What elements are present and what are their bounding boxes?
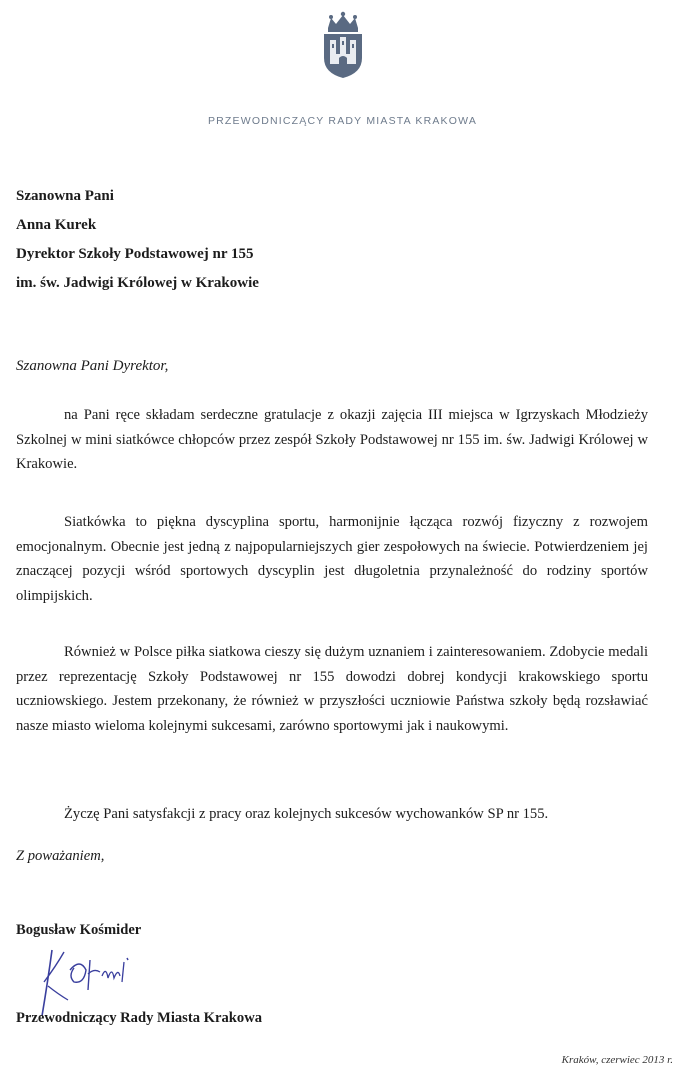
letterhead-organization: PRZEWODNICZĄCY RADY MIASTA KRAKOWA (207, 115, 478, 127)
handwritten-signature (34, 930, 154, 1020)
addressee-school: im. św. Jadwigi Królowej w Krakowie (16, 275, 259, 291)
letter-paragraph-4: Życzę Pani satysfakcji z pracy oraz kolejnych sukcesów wychowanków SP nr 155. (64, 806, 549, 822)
addressee-name: Anna Kurek (16, 217, 97, 233)
krakow-coat-of-arms-icon (318, 10, 368, 80)
addressee-block (16, 182, 259, 298)
letter-paragraph-3: Również w Polsce piłka siatkowa cieszy się dużym uznaniem i zainteresowaniem. Zdobycie medali przez reprezentację Szkoły Podstawowej nr 155 dowodzi dobrej kondycji krakowskiego sportu uczniowskiego. Jestem przekonany, że również w przyszłości uczniowie Państwa szkoły będą rozsławiać nasze miasto wieloma kolejnymi sukcesami, zarówno sportowymi jak i naukowymi. (16, 644, 648, 734)
place-and-date: Kraków, czerwiec 2013 r. (561, 1054, 673, 1066)
letter-salutation: Szanowna Pani Dyrektor, (16, 358, 169, 374)
letter-paragraph-2: Siatkówka to piękna dyscyplina sportu, harmonijnie łącząca rozwój fizyczny z rozwojem emocjonalnym. Obecnie jest jedną z najpopularniejszych gier zespołowych na świecie. Potwierdzeniem jej znaczącej pozycji wśród sportowych dyscyplin jest długoletnia przynależność do rodziny sportów olimpijskich. (16, 514, 648, 604)
signer-name: Bogusław Kośmider (16, 922, 142, 938)
signer-title: Przewodniczący Rady Miasta Krakowa (16, 1010, 263, 1026)
addressee-position: Dyrektor Szkoły Podstawowej nr 155 (16, 246, 254, 262)
letter-closing: Z poważaniem, (16, 848, 105, 864)
letter-paragraph-1: na Pani ręce składam serdeczne gratulacje z okazji zajęcia III miejsca w Igrzyskach Młodzieży Szkolnej w mini siatkówce chłopców przez zespół Szkoły Podstawowej nr 155 im. św. Jadwigi Królowej w Krakowie. (16, 407, 648, 472)
addressee-salutation: Szanowna Pani (16, 188, 114, 204)
